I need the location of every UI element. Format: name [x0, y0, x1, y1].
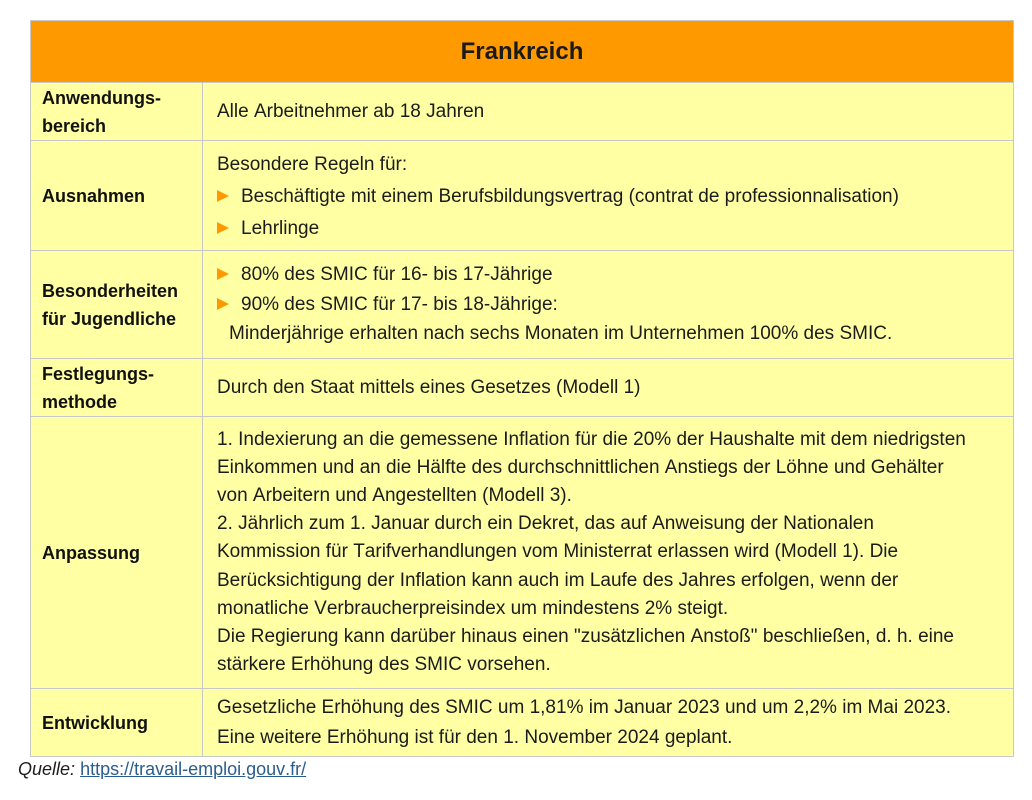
row-content: [203, 359, 1014, 417]
minimum-wage-table: [30, 20, 1014, 757]
row-label: Anpassung: [31, 417, 203, 689]
table-row-jugendliche: [31, 251, 1014, 359]
content-text: Alle Arbeitnehmer ab 18 Jahren: [217, 100, 485, 122]
row-content: [203, 141, 1014, 251]
table-row-entwicklung: [31, 689, 1014, 757]
bullet-text: Lehrlinge: [241, 217, 320, 239]
content-paragraph: 2. Jährlich zum 1. Januar durch ein Dekret, das auf Anweisung der Nationalen Kommission für Tarifverhandlungen vom Ministerrat erlassen wird (Modell 1). Die Berücksichtigung der Inflation kann auch im Laufe des Jahres erfolgen, wenn der monatliche Verbraucherpreisindex um mindestens 2% steigt.: [217, 513, 899, 619]
table-title: Frankreich: [31, 21, 1014, 83]
row-content: [203, 251, 1014, 359]
bullet-text: Beschäftigte mit einem Berufsbildungsvertrag (contrat de professionnalisation): [241, 185, 899, 207]
source-label: Quelle:: [18, 759, 76, 779]
content-block: [217, 426, 973, 680]
triangle-right-icon: [217, 222, 229, 234]
content-note: Minderjährige erhalten nach sechs Monaten im Unternehmen 100% des SMIC.: [229, 323, 893, 345]
bullet-text: 80% des SMIC für 16- bis 17-Jährige: [241, 264, 553, 286]
bullet-text: 90% des SMIC für 17- bis 18-Jährige:: [241, 293, 558, 315]
table-row-ausnahmen: [31, 141, 1014, 251]
source-line: [18, 758, 1032, 780]
content-block: [217, 147, 973, 245]
row-content: [203, 417, 1014, 689]
content-paragraph: Gesetzliche Erhöhung des SMIC um 1,81% im Januar 2023 und um 2,2% im Mai 2023.: [217, 696, 951, 718]
content-block: [217, 98, 973, 126]
table-header-row: [31, 21, 1014, 83]
content-paragraph: 1. Indexierung an die gemessene Inflation für die 20% der Haushalte mit dem niedrigsten Einkommen und an die Hälfte des durchschnittlichen Anstiegs der Löhne und Gehälter von Arbeitern und Angestellten (Modell 3).: [217, 428, 966, 506]
row-label: Anwendungs- bereich: [31, 83, 203, 141]
bullet-item: [217, 290, 973, 320]
content-paragraph: Eine weitere Erhöhung ist für den 1. November 2024 geplant.: [217, 726, 733, 748]
triangle-right-icon: [217, 298, 229, 310]
content-block: [217, 693, 973, 753]
source-link[interactable]: https://travail-emploi.gouv.fr/: [80, 759, 307, 779]
row-label: Festlegungs- methode: [31, 359, 203, 417]
row-label: Besonderheiten für Jugendliche: [31, 251, 203, 359]
content-text: Durch den Staat mittels eines Gesetzes (Modell 1): [217, 376, 641, 398]
triangle-right-icon: [217, 190, 229, 202]
content-intro: Besondere Regeln für:: [217, 153, 408, 175]
row-label: Ausnahmen: [31, 141, 203, 251]
bullet-item: [217, 213, 973, 245]
row-content: [203, 83, 1014, 141]
table-row-anwendungsbereich: [31, 83, 1014, 141]
row-content: [203, 689, 1014, 757]
content-block: [217, 374, 973, 402]
bullet-item: [217, 260, 973, 290]
content-paragraph: Die Regierung kann darüber hinaus einen "zusätzlichen Anstoß" beschließen, d. h. eine stärkere Erhöhung des SMIC vorsehen.: [217, 626, 954, 676]
table-row-festlegungsmethode: [31, 359, 1014, 417]
table-row-anpassung: [31, 417, 1014, 689]
content-block: [217, 260, 973, 349]
bullet-item: [217, 181, 973, 213]
triangle-right-icon: [217, 268, 229, 280]
row-label: Entwicklung: [31, 689, 203, 757]
